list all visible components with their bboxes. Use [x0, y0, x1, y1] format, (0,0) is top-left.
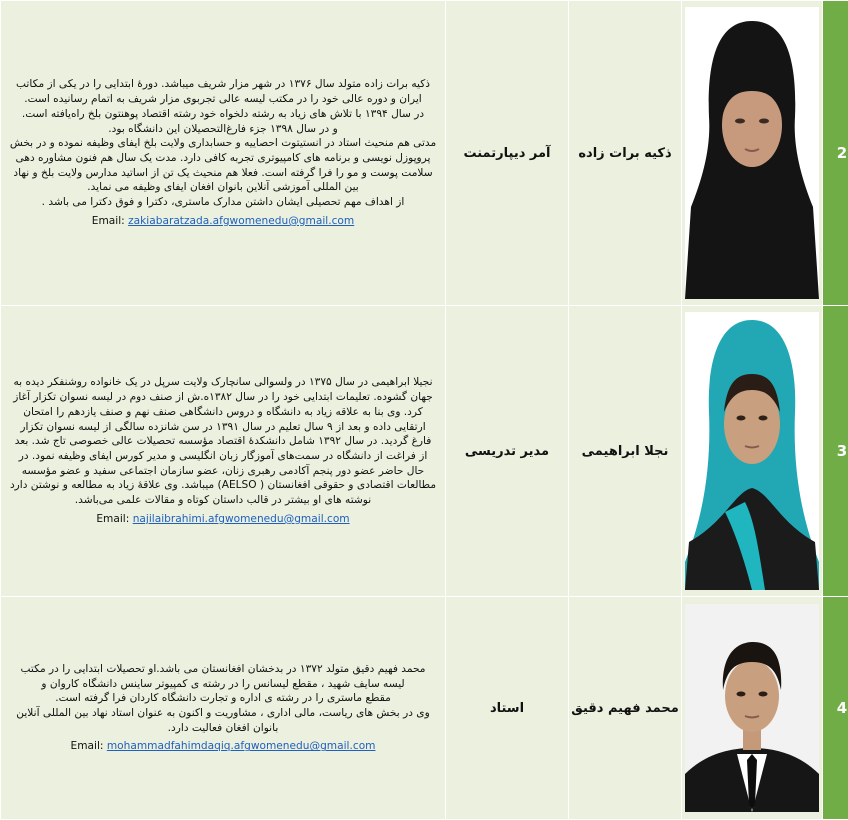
- bio-cell: [1, 306, 446, 597]
- position-cell: مدیر تدریسی: [446, 306, 569, 597]
- bio-paragraph: و در سال ۱۳۹۸ جزء فارغ‌التحصیلان این دانشگاه بود.: [9, 122, 437, 137]
- name-cell: ذکیه برات زاده: [569, 1, 682, 306]
- bio-cell: [1, 597, 446, 820]
- row-number: 2: [823, 1, 848, 306]
- email-label: Email:: [96, 513, 129, 525]
- email-link[interactable]: zakiabaratzada.afgwomenedu@gmail.com: [128, 215, 354, 227]
- position-cell: آمر دیپارتمنت: [446, 1, 569, 306]
- portrait-photo: [685, 7, 819, 299]
- bio-paragraph: محمد فهیم دقیق متولد ۱۳۷۲ در بدخشان افغانستان می باشد.او تحصیلات ابتدایی را در مکتب لیسه سایف شهید ، مقطع لیسانس را در رشته ی کمپیوتر ساینس دانشگاه کاروان و: [9, 662, 437, 691]
- name-cell: محمد فهیم دقیق: [569, 597, 682, 820]
- email-link[interactable]: najilaibrahimi.afgwomenedu@gmail.com: [133, 513, 350, 525]
- email-link[interactable]: mohammadfahimdaqiq.afgwomenedu@gmail.com: [107, 740, 376, 752]
- bio-paragraph: وی در بخش های ریاست، مالی اداری ، مشاوریت و اکنون به عنوان استاد نهاد بین المللی آنلاین بانوان افغان فعالیت دارد.: [9, 706, 437, 735]
- email-label: Email:: [71, 740, 104, 752]
- bio-paragraph: از اهداف مهم تحصیلی ایشان داشتن مدارک ماستری، دکترا و فوق دکترا می باشد .: [9, 195, 437, 210]
- position-cell: استاد: [446, 597, 569, 820]
- email-label: Email:: [92, 215, 125, 227]
- email-line: [9, 739, 437, 754]
- row-number: 4: [823, 597, 848, 820]
- staff-row: [1, 306, 848, 597]
- staff-row: [1, 1, 848, 306]
- row-number: 3: [823, 306, 848, 597]
- portrait-photo: [685, 312, 819, 590]
- photo-cell: [682, 597, 823, 820]
- bio-paragraph: مدتی هم منحیث استاد در انستیتوت احصاییه و حسابداری ولایت بلخ ایفای وظیفه نموده و در بخش پروپوزل نویسی و برنامه های کامپیوتری تجربه کافی دارد. مدت یک سال هم فنون مشاوره دهی سلامت پوست و مو را فرا گرفته است. فعلا هم منحیث یک تن از اساتید مدارس ولایت بلخ و نهاد بین المللی آموزشی آنلاین بانوان افغان ایفای وظیفه می نماید.: [9, 136, 437, 195]
- bio-paragraph: نجیلا ابراهیمی در سال ۱۳۷۵ در ولسوالی سانچارک ولایت سرپل در یک خانواده روشنفکر دیده به جهان گشوده. تعلیمات ابتدایی خود را در سال ۱۳۸۲ه.ش از صنف دوم در لیسه نسوان تکزار آغاز کرد. وی بنا به علاقه زیاد به دانشگاه و دروس دانشگاهی صنف نهم و صنف یازدهم را امتحان ارتقایی داده و بعد از ۹ سال تعلیم در سال ۱۳۹۱ در سن شانزده سالگی از لیسه نسوان تکزار فارغ گردید. در سال ۱۳۹۲ شامل دانشکدهٔ اقتصاد مؤسسه تحصیلات عالی خصوصی تاج شد. بعد از فراغت از دانشگاه در سمت‌های آموزگار زبان انگلیسی و مدیر کورس ایفای وظیفه نمود. در حال حاضر عضو دور پنجم آکادمی رهبری زنان، عضو سازمان اجتماعی سفید و عضو مؤسسه مطالعات اقتصادی و حقوقی افغانستان ( AELSO) میباشد. وی علاقهٔ زیاد به مطالعه و نوشتن دارد نوشته های او بیشتر در قالب داستان کوتاه و مقالات علمی می‌باشد.: [9, 375, 437, 507]
- name-cell: نجلا ابراهیمی: [569, 306, 682, 597]
- bio-cell: [1, 1, 446, 306]
- photo-cell: [682, 1, 823, 306]
- email-line: [9, 512, 437, 527]
- staff-row: [1, 597, 848, 820]
- bio-paragraph: مقطع ماستری را در رشته ی اداره و تجارت دانشگاه کاردان فرا گرفته است.: [9, 691, 437, 706]
- photo-cell: [682, 306, 823, 597]
- bio-paragraph: ذکیه برات زاده متولد سال ۱۳۷۶ در شهر مزار شریف میباشد. دورهٔ ابتدایی را در یکی از مکاتب ایران و دوره عالی خود را در مکتب لیسه عالی تجربوی مزار شریف به اتمام رسانیده است.: [9, 77, 437, 106]
- portrait-photo: [685, 604, 819, 812]
- email-line: [9, 214, 437, 229]
- bio-paragraph: در سال ۱۳۹۴ با تلاش های زیاد به رشته دلخواه خود رشته اقتصاد پوهنتون بلخ راه‌یافته است.: [9, 107, 437, 122]
